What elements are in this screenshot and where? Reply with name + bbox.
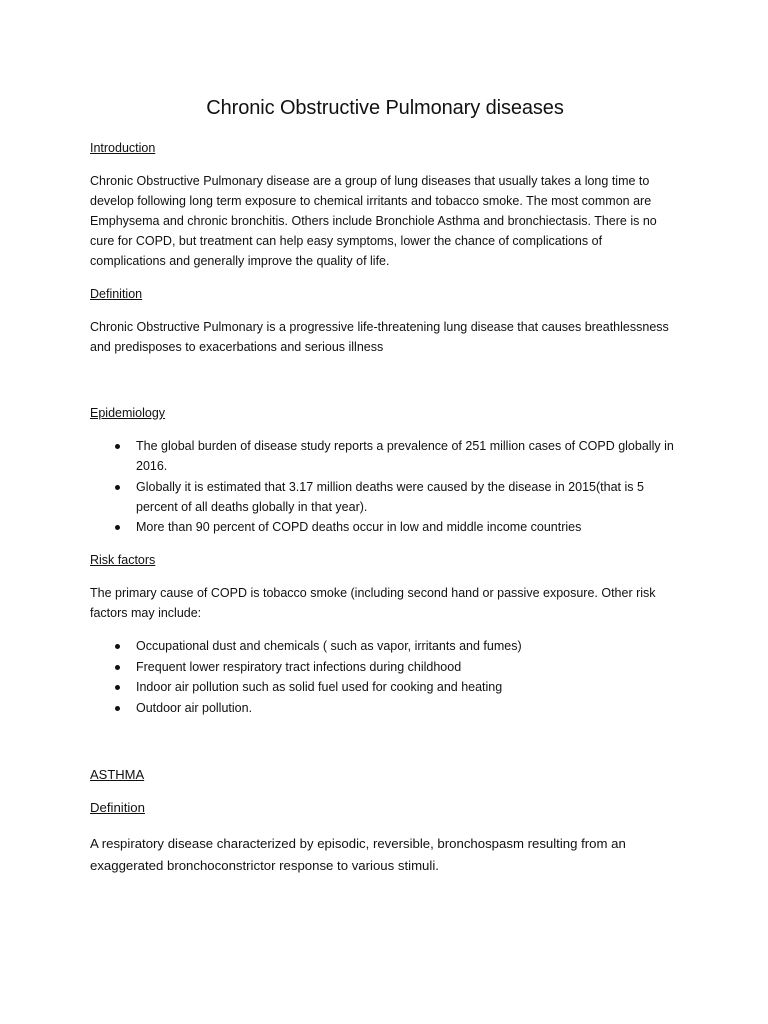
list-item [90, 677, 680, 697]
bullet-icon [115, 706, 120, 711]
bullet-icon [115, 444, 120, 449]
bullet-icon [115, 685, 120, 690]
asthma-definition-heading: Definition [90, 800, 145, 815]
list-item-text: Globally it is estimated that 3.17 million deaths were caused by the disease in 2015(that is 5 percent of all deaths globally in that year). [136, 479, 644, 514]
list-item [90, 636, 680, 656]
epidemiology-heading: Epidemiology [90, 406, 166, 420]
list-item [90, 436, 680, 476]
bullet-icon [115, 525, 120, 530]
list-item-text: Occupational dust and chemicals ( such as vapor, irritants and fumes) [136, 639, 522, 653]
bullet-icon [115, 485, 120, 490]
document-title: Chronic Obstructive Pulmonary diseases [206, 97, 564, 119]
introduction-heading: Introduction [90, 141, 156, 155]
asthma-heading: ASTHMA [90, 767, 145, 782]
risk-factors-heading: Risk factors [90, 553, 156, 567]
list-item [90, 517, 680, 537]
asthma-definition-paragraph: A respiratory disease characterized by episodic, reversible, bronchospasm resulting from an exaggerated bronchoconstrictor response to various stimuli. [90, 836, 626, 873]
list-item-text: Outdoor air pollution. [136, 700, 253, 715]
list-item [90, 657, 680, 677]
list-item-text: Frequent lower respiratory tract infections during childhood [136, 659, 462, 674]
bullet-icon [115, 665, 120, 670]
definition-paragraph: Chronic Obstructive Pulmonary is a progressive life-threatening lung disease that causes breathlessness and predisposes to exacerbations and serious illness [90, 320, 669, 354]
list-item-text: The global burden of disease study reports a prevalence of 251 million cases of COPD globally in 2016. [136, 439, 674, 473]
introduction-paragraph: Chronic Obstructive Pulmonary disease are a group of lung diseases that usually takes a long time to develop following long term exposure to chemical irritants and tobacco smoke. The most common are Emphysema and chronic bronchitis. Others include Bronchiole Asthma and bronchiectasis. There is no cure for COPD, but treatment can help easy symptoms, lower the chance of complications of complications and generally improve the quality of life. [90, 174, 657, 268]
risk-factors-paragraph: The primary cause of COPD is tobacco smoke (including second hand or passive exposure. Other risk factors may include: [90, 586, 656, 620]
risk-factors-list [90, 636, 680, 718]
definition-heading: Definition [90, 287, 143, 301]
list-item-text: More than 90 percent of COPD deaths occur in low and middle income countries [136, 520, 582, 534]
list-item [90, 477, 680, 517]
list-item-text: Indoor air pollution such as solid fuel used for cooking and heating [136, 680, 503, 694]
bullet-icon [115, 644, 120, 649]
list-item [90, 698, 680, 718]
epidemiology-list [90, 436, 680, 538]
